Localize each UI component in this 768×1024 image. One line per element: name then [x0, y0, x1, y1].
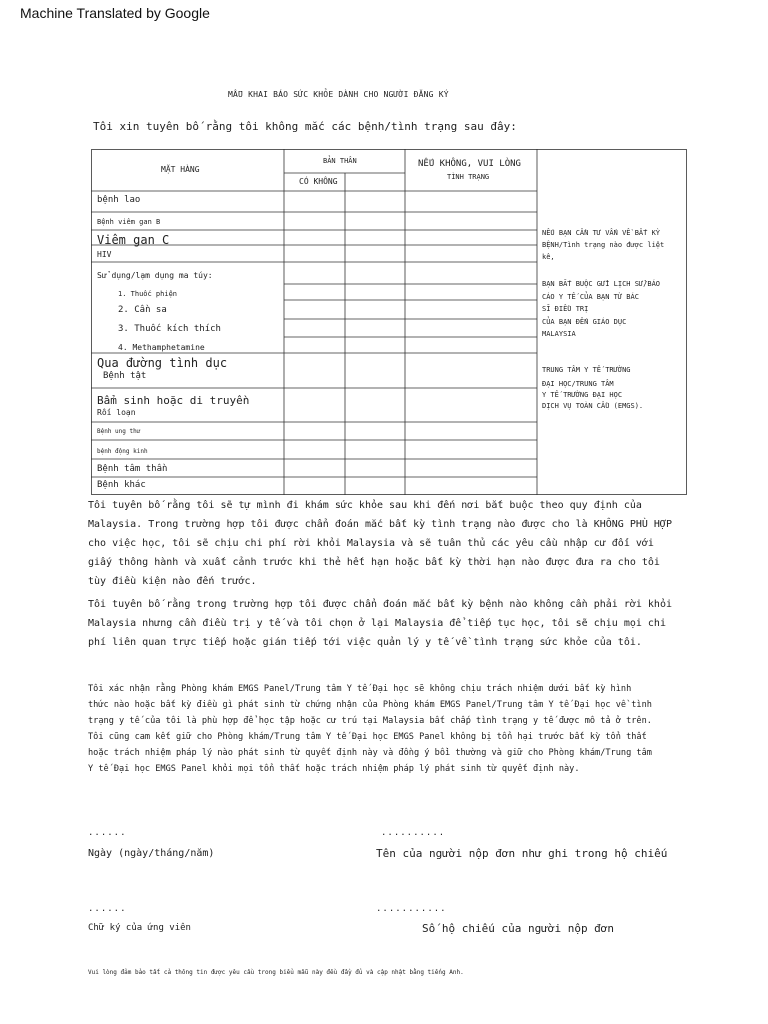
row-std-line1: Qua đường tình dục — [97, 356, 228, 370]
form-title: MẪU KHAI BÁO SỨC KHỎE DÀNH CHO NGƯỜI ĐĂNG KÝ — [228, 90, 449, 99]
row-cancer: Bệnh ung thư — [97, 428, 141, 435]
row-std-line2: Bệnh tật — [103, 371, 147, 381]
header-yes-no: CÓ KHÔNG — [299, 177, 338, 186]
row-methamphetamine: 4. Methamphetamine — [118, 343, 205, 352]
applicant-name-dots: .......... — [381, 828, 446, 838]
applicant-name-label: Tên của người nộp đơn như ghi trong hộ chiếu — [376, 847, 668, 860]
header-item: MẶT HÀNG — [161, 165, 200, 174]
date-dots: ...... — [88, 828, 127, 838]
declaration-paragraph-3: Tôi xác nhận rằng Phòng khám EMGS Panel/Trung tâm Y tế Đại học sẽ không chịu trách nhiệm dưới bất kỳ hình thức nào hoặc bất kỳ điều gì phát sinh từ chứng nhận của Phòng khám EMGS Panel/Trung tâm Y tế Đại học về tình trạng y tế của tôi là phù hợp để học tập hoặc cư trú tại Malaysia bất chấp tình trạng y tế được mô tả ở trên. Tôi cũng cam kết giữ cho Phòng khám/Trung tâm Y tế Đại học EMGS Panel không bị tổn hại trước bất kỳ tổn thất hoặc trách nhiệm pháp lý nào phát sinh từ quyết định này và đồng ý bồi thường và giữ cho Phòng khám/Trung tâm Y tế Đại học EMGS Panel khỏi mọi tổn thất hoặc trách nhiệm pháp lý phát sinh từ quyết định này. — [88, 684, 652, 774]
declaration-paragraph-1: Tôi tuyên bố rằng tôi sẽ tự mình đi khám sức khỏe sau khi đến nơi bắt buộc theo quy định của Malaysia. Trong trường hợp tôi được chẩn đoán mắc bất kỳ tình trạng nào được cho là KHÔNG PHÙ HỢP cho việc học, tôi sẽ chịu chi phí rời khỏi Malaysia và sẽ tuân thủ các yêu cầu nhập cư đối với giấy thông hành và xuất cảnh trước khi thẻ hết hạn hoặc bất kỳ thời hạn nào được đưa ra cho tôi tùy điều kiện nào đến trước. — [88, 500, 672, 587]
row-stimulants: 3. Thuốc kích thích — [118, 324, 221, 334]
date-label: Ngày (ngày/tháng/năm) — [88, 848, 215, 859]
header-if-not-line2: TÌNH TRẠNG — [447, 173, 490, 181]
row-hiv: HIV — [97, 250, 112, 259]
machine-translation-banner: Machine Translated by Google — [20, 5, 210, 21]
declaration-intro: Tôi xin tuyên bố rằng tôi không mắc các bệnh/tình trạng sau đây: — [93, 120, 517, 133]
row-epilepsy: bệnh động kinh — [97, 448, 148, 455]
side-note-centre: TRUNG TÂM Y TẾ TRƯỜNG ĐẠI HỌC/TRUNG TÂM Y TẾ TRƯỜNG ĐẠI HỌC DỊCH VỤ TOÀN CẦU (EMGS). — [542, 366, 644, 410]
header-self: BẢN THÂN — [323, 157, 357, 165]
row-drug-use: Sử dụng/lạm dụng ma túy: — [97, 271, 213, 280]
row-tuberculosis: bệnh lao — [97, 195, 141, 205]
row-other-diseases: Bệnh khác — [97, 480, 146, 490]
row-hepatitis-b: Bệnh viêm gan B — [97, 218, 161, 226]
row-congenital-line1: Bẩm sinh hoặc di truyền — [97, 394, 250, 407]
signature-label: Chữ ký của ứng viên — [88, 923, 191, 933]
row-congenital-line2: Rối loạn — [97, 408, 136, 417]
header-if-not-line1: NẾU KHÔNG, VUI LÒNG — [418, 159, 521, 169]
row-cannabis: 2. Cần sa — [118, 305, 167, 315]
side-note-required: BẠN BẮT BUỘC GỬI LỊCH SỬ/BÁO CÁO Y TẾ CỦA BẠN TỪ BÁC SĨ ĐIỀU TRỊ CỦA BẠN ĐẾN GIÁO DỤC MALAYSIA — [542, 280, 661, 338]
declaration-paragraph-2: Tôi tuyên bố rằng trong trường hợp tôi được chẩn đoán mắc bất kỳ bệnh nào không cần phải rời khỏi Malaysia nhưng cần điều trị y tế và tôi chọn ở lại Malaysia để tiếp tục học, tôi sẽ chịu mọi chi phí liên quan trực tiếp hoặc gián tiếp tới việc quản lý y tế về tình trạng sức khỏe của tôi. — [88, 599, 672, 648]
passport-number-label: Số hộ chiếu của người nộp đơn — [422, 922, 615, 935]
row-opium: 1. Thuốc phiện — [118, 290, 178, 298]
side-note-consult: NẾU BẠN CẦN TƯ VẤN VỀ BẤT KỲ BỆNH/Tình trạng nào được liệt kê, — [542, 229, 665, 261]
signature-dots: ...... — [88, 904, 127, 914]
passport-dots: ........... — [376, 904, 447, 914]
health-declaration-table — [91, 149, 687, 495]
row-mental-illness: Bệnh tâm thần — [97, 464, 168, 474]
footer-note: Vui lòng đảm bảo tất cả thông tin được yêu cầu trong biểu mẫu này đều đầy đủ và cập nhật bằng tiếng Anh. — [88, 969, 464, 976]
row-hepatitis-c: Viêm gan C — [97, 233, 170, 247]
